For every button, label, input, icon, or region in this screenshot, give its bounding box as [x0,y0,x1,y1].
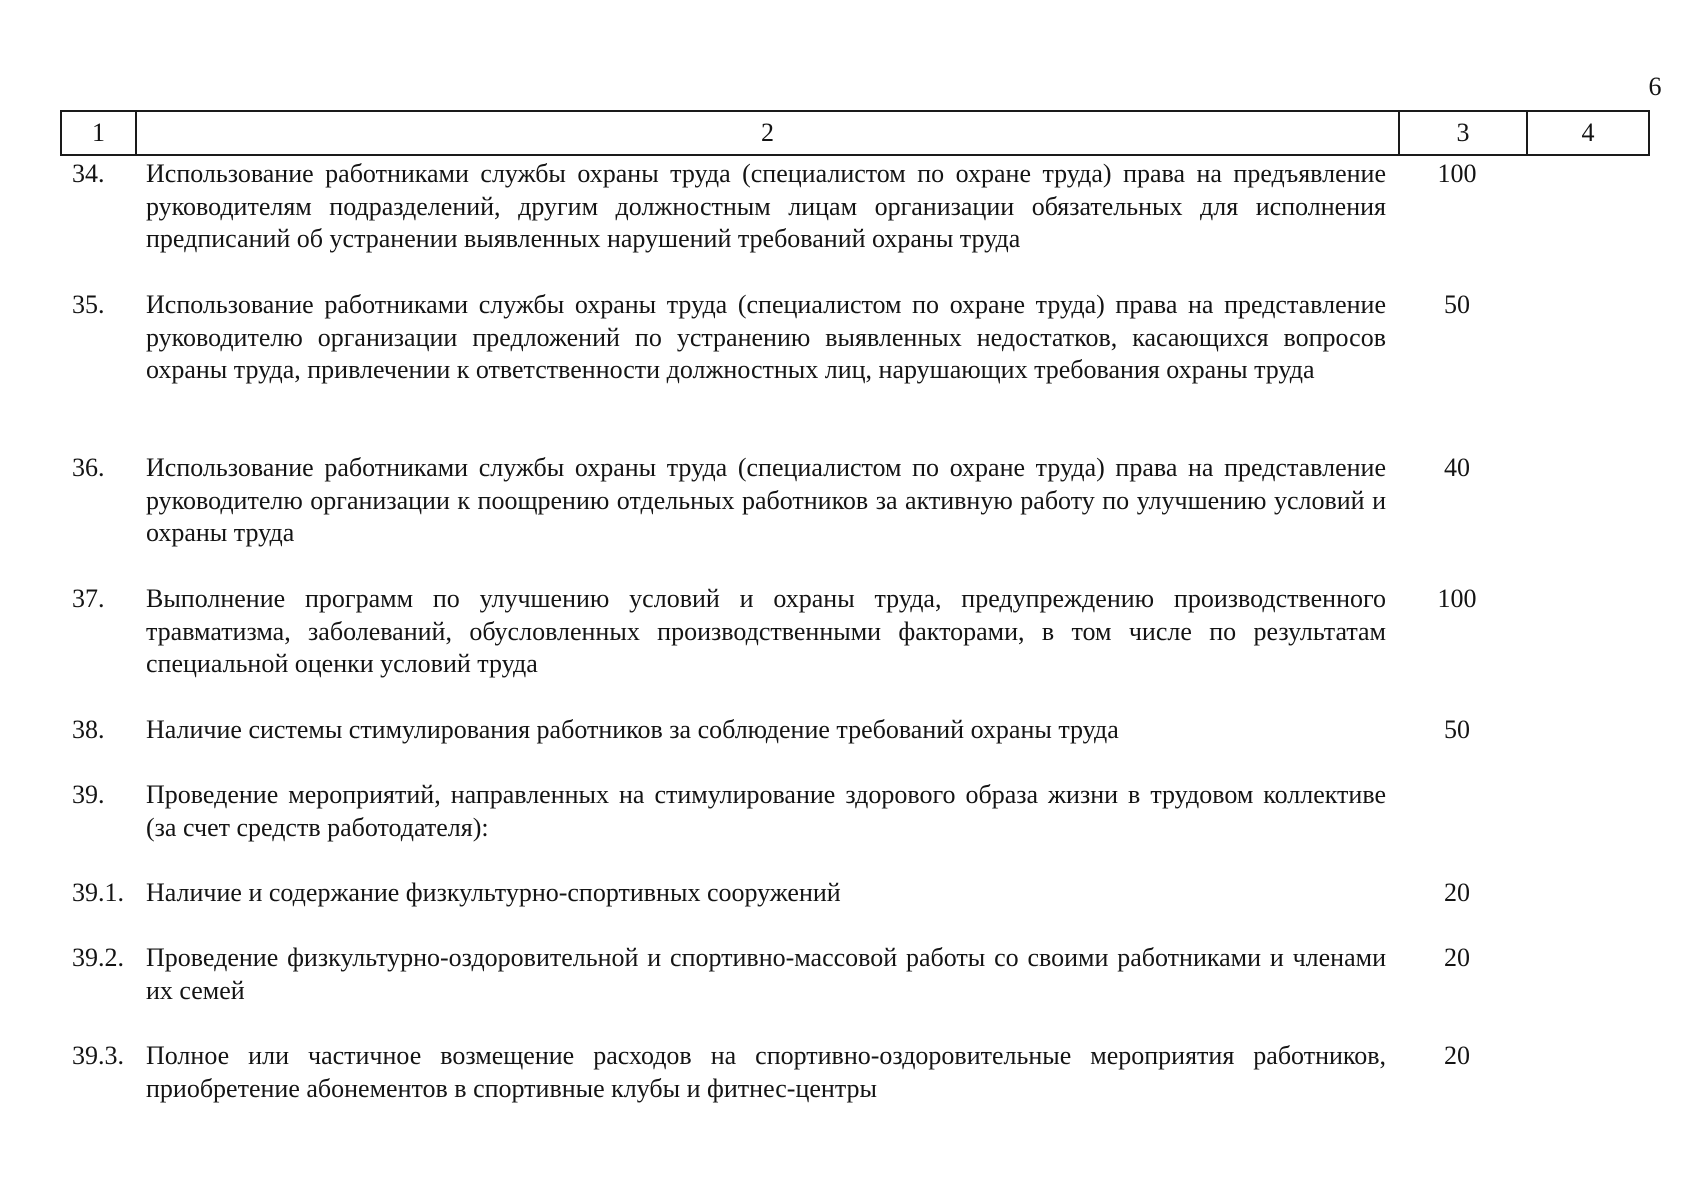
item-score: 100 [1437,159,1477,188]
item-score: 20 [1444,943,1470,972]
item-score: 40 [1444,453,1470,482]
item-score: 100 [1437,584,1477,613]
column-header-table [60,110,1650,156]
item-text: Использование работниками службы охраны труда (специалистом по охране труда) права на предъявление руководителям подразделений, другим должностным лицам организации обязательных для исполнения предписаний об устранении выявленных нарушений требований охраны труда [146,159,1386,253]
item-number: 36. [72,453,105,482]
item-text: Наличие и содержание физкультурно-спортивных сооружений [146,878,841,907]
item-number: 38. [72,715,105,744]
item-number: 34. [72,159,105,188]
item-number: 39.2. [72,943,124,972]
page-number: 6 [1648,72,1662,101]
item-text: Выполнение программ по улучшению условий и охраны труда, предупреждению производственного травматизма, заболеваний, обусловленных производственными факторами, в том числе по результатам специальной оценки условий труда [146,584,1386,678]
column-header-1: 1 [61,111,136,155]
item-number: 35. [72,290,105,319]
column-header-row [61,111,1649,155]
item-number: 39. [72,780,105,809]
item-text: Проведение физкультурно-оздоровительной и спортивно-массовой работы со своими работниками и членами их семей [146,943,1386,1005]
item-text: Наличие системы стимулирования работников за соблюдение требований охраны труда [146,715,1119,744]
item-text: Полное или частичное возмещение расходов на спортивно-оздоровительные мероприятия работников, приобретение абонементов в спортивные клубы и фитнес-центры [146,1041,1386,1103]
item-score: 20 [1444,1041,1470,1070]
item-text: Использование работниками службы охраны труда (специалистом по охране труда) права на представление руководителю организации к поощрению отдельных работников за активную работу по улучшению условий и охраны труда [146,453,1386,547]
item-number: 37. [72,584,105,613]
item-score: 50 [1444,290,1470,319]
item-number: 39.1. [72,878,124,907]
item-text: Проведение мероприятий, направленных на стимулирование здорового образа жизни в трудовом коллективе (за счет средств работодателя): [146,780,1386,842]
item-text: Использование работниками службы охраны труда (специалистом по охране труда) права на представление руководителю организации предложений по устранению выявленных недостатков, касающихся вопросов охраны труда, привлечении к ответственности должностных лиц, нарушающих требования охраны труда [146,290,1386,384]
column-header-4: 4 [1527,111,1649,155]
item-score: 20 [1444,878,1470,907]
item-number: 39.3. [72,1041,124,1070]
column-header-2: 2 [136,111,1399,155]
column-header-3: 3 [1399,111,1527,155]
item-score: 50 [1444,715,1470,744]
